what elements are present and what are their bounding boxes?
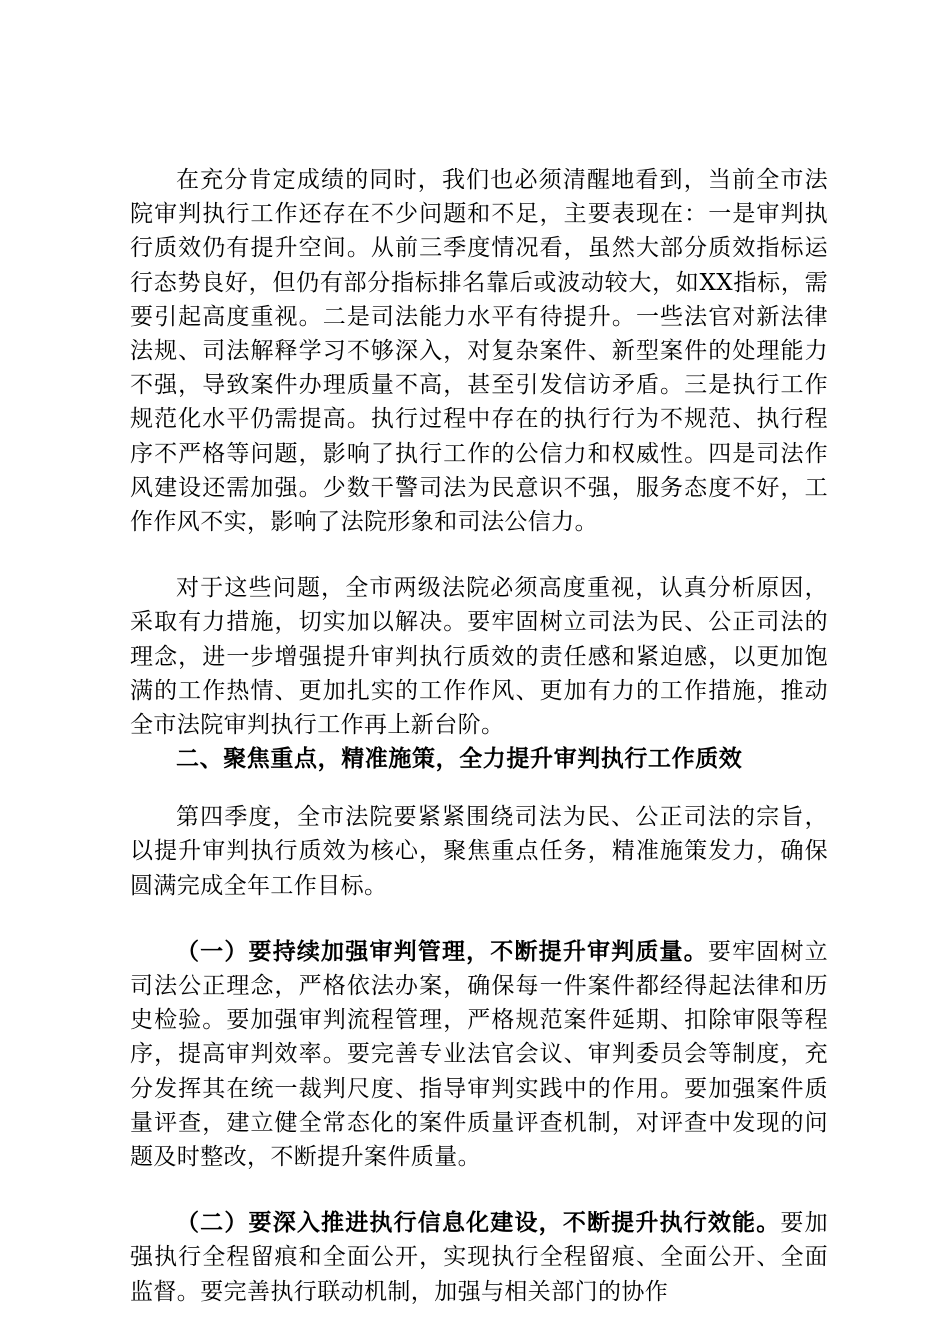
- item-lead: （二）要深入推进执行信息化建设，不断提升执行效能。: [176, 1210, 781, 1237]
- item-execution-informatization: [130, 1206, 828, 1309]
- item-body: 要牢固树立司法公正理念，严格依法办案，确保每一件案件都经得起法律和历史检验。要加强审判流程管理，严格规范案件延期、扣除审限等程序，提高审判效率。要完善专业法官会议、审判委员会等制度，充分发挥其在统一裁判尺度、指导审判实践中的作用。要加强案件质量评查，建立健全常态化的案件质量评查机制，对评查中发现的问题及时整改，不断提升案件质量。: [130, 938, 828, 1171]
- item-lead: （一）要持续加强审判管理，不断提升审判质量。: [176, 938, 708, 965]
- paragraph-problems: 在充分肯定成绩的同时，我们也必须清醒地看到，当前全市法院审判执行工作还存在不少问题和不足，主要表现在：一是审判执行质效仍有提升空间。从前三季度情况看，虽然大部分质效指标运行态势良好，但仍有部分指标排名靠后或波动较大，如XX指标，需要引起高度重视。二是司法能力水平有待提升。一些法官对新法律法规、司法解释学习不够深入，对复杂案件、新型案件的处理能力不强，导致案件办理质量不高，甚至引发信访矛盾。三是执行工作规范化水平仍需提高。执行过程中存在的执行行为不规范、执行程序不严格等问题，影响了执行工作的公信力和权威性。四是司法作风建设还需加强。少数干警司法为民意识不强，服务态度不好，工作作风不实，影响了法院形象和司法公信力。: [130, 167, 828, 536]
- item-trial-management: [130, 935, 828, 1174]
- paragraph-intro: 第四季度，全市法院要紧紧围绕司法为民、公正司法的宗旨，以提升审判执行质效为核心，聚焦重点任务，精准施策发力，确保圆满完成全年工作目标。: [130, 804, 828, 899]
- document-page: [130, 163, 828, 1309]
- paragraph-response: 对于这些问题，全市两级法院必须高度重视，认真分析原因，采取有力措施，切实加以解决。要牢固树立司法为民、公正司法的理念，进一步增强提升审判执行质效的责任感和紧迫感，以更加饱满的工作热情、更加扎实的工作作风、更加有力的工作措施，推动全市法院审判执行工作再上新台阶。: [130, 575, 828, 739]
- section-heading: 二、聚焦重点，精准施策，全力提升审判执行工作质效: [176, 746, 743, 773]
- item-body: 要加强执行全程留痕和全面公开，实现执行全程留痕、全面公开、全面监督。要完善执行联动机制，加强与相关部门的协作: [130, 1210, 828, 1305]
